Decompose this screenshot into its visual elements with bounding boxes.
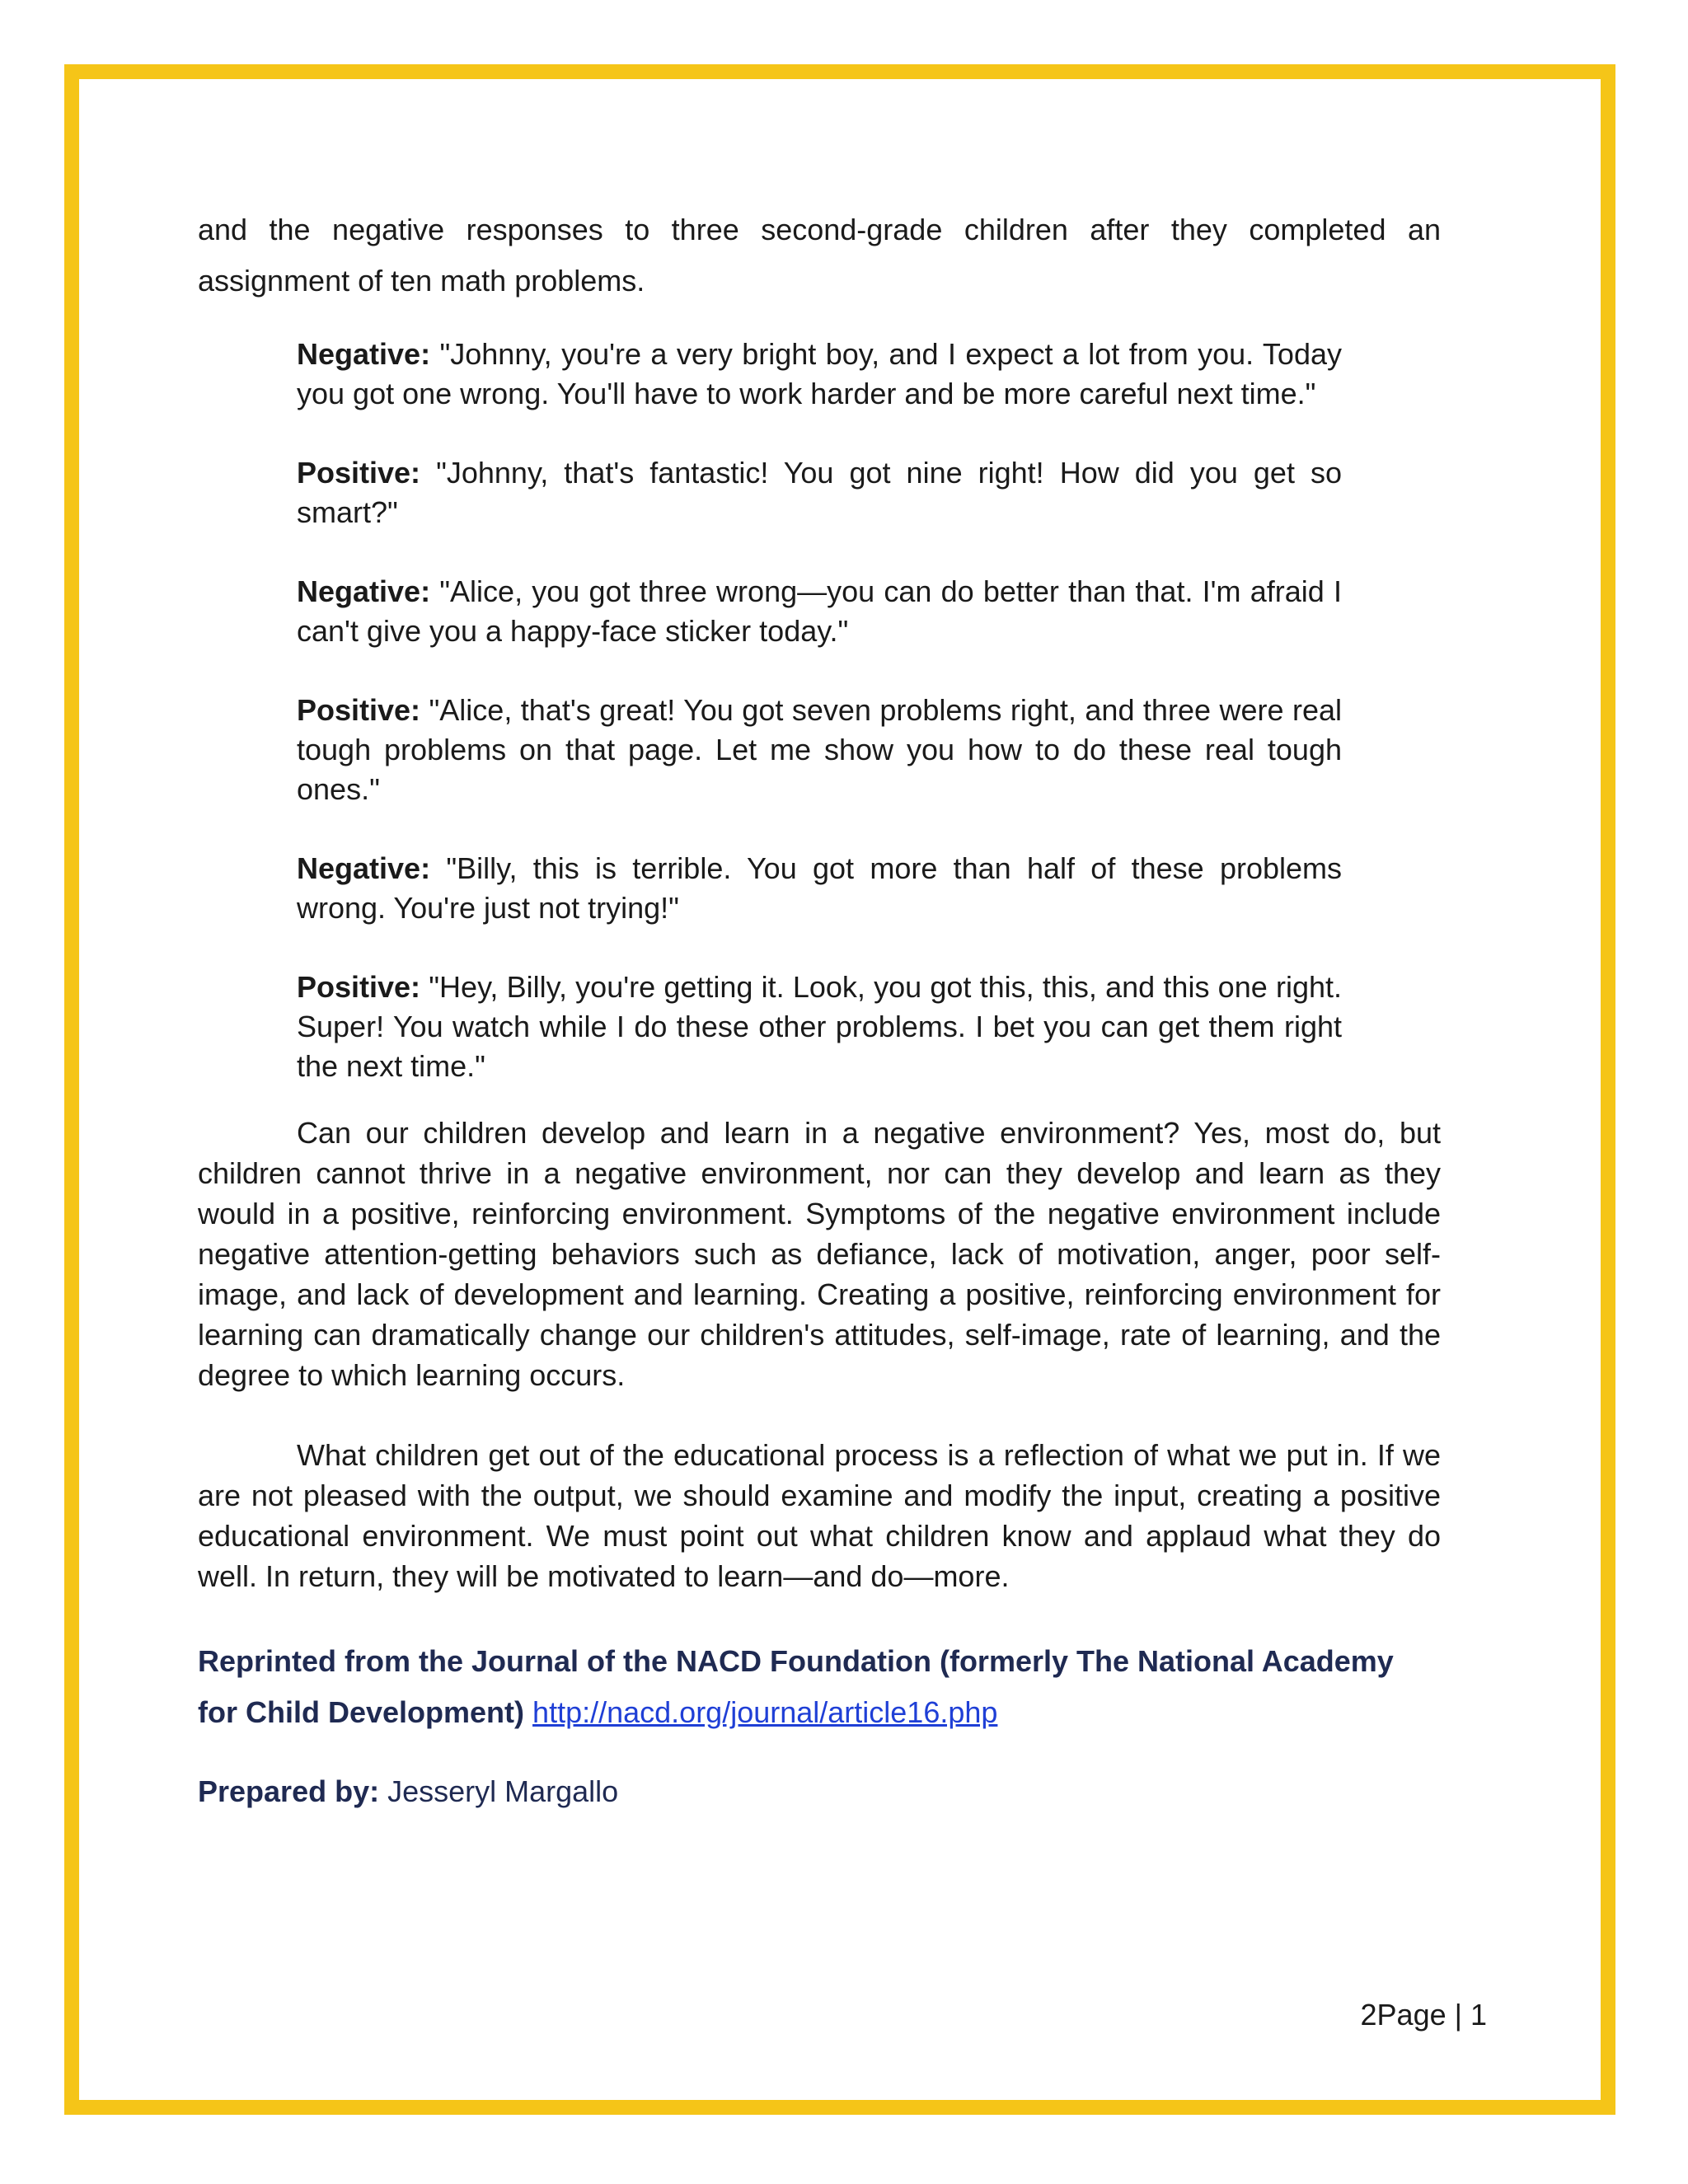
prepared-name: Jesseryl Margallo xyxy=(387,1774,619,1808)
quote-item xyxy=(297,453,1342,532)
quote-text: "Alice, that's great! You got seven problems right, and three were real tough problems on that page. Let me show you how to do these real tough ones." xyxy=(297,693,1342,806)
quote-text: "Johnny, that's fantastic! You got nine right! How did you get so smart?" xyxy=(297,456,1342,529)
quote-list xyxy=(297,335,1342,1086)
quote-label: Positive: xyxy=(297,970,421,1004)
quote-item xyxy=(297,968,1342,1086)
body-paragraph: What children get out of the educational process is a reflection of what we put in. If we are not pleased with the output, we should examine and modify the input, creating a positive educational environment. We must point out what children know and applaud what they do well. In return, they will be motivated to learn—and do—more. xyxy=(198,1438,1441,1593)
prepared-by xyxy=(198,1766,1441,1817)
reprint-text: Reprinted from the Journal of the NACD Foundation (formerly The National Academy for Child Development) xyxy=(198,1644,1394,1729)
quote-text: "Johnny, you're a very bright boy, and I expect a lot from you. Today you got one wrong. You'll have to work harder and be more careful next time." xyxy=(297,337,1342,410)
quote-item xyxy=(297,691,1342,809)
quote-item xyxy=(297,572,1342,651)
body-paragraph: Can our children develop and learn in a negative environment? Yes, most do, but children cannot thrive in a negative environment, nor can they develop and learn as they would in a positive, reinforcing environment. Symptoms of the negative environment include negative attention-getting behaviors such as defiance, lack of motivation, anger, poor self-image, and lack of development and learning. Creating a positive, reinforcing environment for learning can dramatically change our children's attitudes, self-image, rate of learning, and the degree to which learning occurs. xyxy=(198,1116,1441,1392)
quote-label: Negative: xyxy=(297,851,431,885)
quote-item xyxy=(297,335,1342,414)
page-number: 2Page | 1 xyxy=(1360,1998,1487,2032)
intro-text: and the negative responses to three second-grade children after they completed an assignment of ten math problems. xyxy=(198,213,1441,298)
quote-label: Negative: xyxy=(297,337,431,371)
quote-text: "Billy, this is terrible. You got more than half of these problems wrong. You're just not trying!" xyxy=(297,851,1342,925)
quote-item xyxy=(297,849,1342,928)
quote-text: "Hey, Billy, you're getting it. Look, you got this, this, and this one right. Super! You watch while I do these other problems. I bet you can get them right the next time." xyxy=(297,970,1342,1083)
document-body xyxy=(198,204,1441,1847)
prepared-label: Prepared by: xyxy=(198,1774,380,1808)
quote-label: Positive: xyxy=(297,693,421,727)
reprint-note xyxy=(198,1636,1441,1738)
quote-text: "Alice, you got three wrong—you can do better than that. I'm afraid I can't give you a happy-face sticker today." xyxy=(297,574,1342,648)
quote-label: Negative: xyxy=(297,574,431,608)
article-link[interactable]: http://nacd.org/journal/article16.php xyxy=(532,1695,998,1729)
quote-label: Positive: xyxy=(297,456,421,490)
